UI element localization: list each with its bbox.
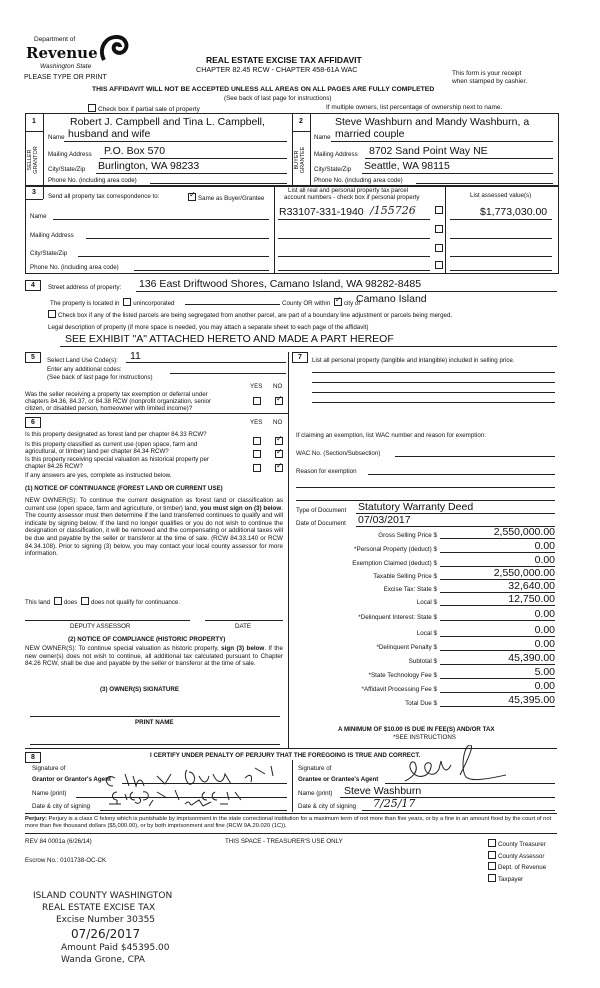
technology-fee-value[interactable]: 5.00 — [440, 667, 555, 679]
land-use-instructions: (See back of last page for instructions) — [47, 374, 153, 381]
section-5-number: 5 — [25, 352, 41, 363]
owner-signature-title: (3) OWNER(S) SIGNATURE — [100, 686, 179, 693]
taxable-selling-price-label: Taxable Selling Price $ — [373, 573, 437, 580]
exemption-question-3: citizen, or disabled person, homeowner with limited income)? — [25, 405, 193, 412]
seller-city-field[interactable]: Burlington, WA 98233 — [98, 160, 200, 172]
grantor-agent-label: Grantor or Grantor's Agent — [32, 776, 111, 783]
delinquent-interest-local-value[interactable]: 0.00 — [440, 625, 555, 637]
total-due-label: Total Due $ — [405, 700, 437, 707]
correspondence-phone-label: Phone No. (including area code) — [30, 264, 119, 271]
section-6-number: 6 — [25, 417, 41, 428]
copy-county-assessor-checkbox[interactable]: County Assessor — [486, 851, 546, 863]
assessed-header: List assessed value(s) — [470, 192, 532, 199]
partial-sale-checkbox[interactable] — [86, 104, 200, 113]
personal-property-deduct-value[interactable]: 0.00 — [440, 541, 555, 553]
correspondence-city-label: City/State/Zip — [30, 250, 68, 257]
section5-no-header: NO — [273, 383, 283, 390]
exemption-claimed-label: Exemption Claimed (deduct) $ — [352, 560, 437, 567]
logo-revenue: Revenue — [26, 44, 98, 62]
buyer-name-line2[interactable]: married couple — [335, 128, 405, 140]
historic-no-checkbox[interactable] — [273, 458, 285, 476]
excise-tax-state-label: Excise Tax: State $ — [383, 586, 437, 593]
please-type-note: PLEASE TYPE OR PRINT — [24, 74, 107, 81]
correspondence-name-label: Name — [30, 213, 47, 220]
gross-selling-price-label: Gross Selling Price $ — [378, 532, 437, 539]
form-title: REAL ESTATE EXCISE TAX AFFIDAVIT — [206, 55, 362, 65]
delinquent-interest-local-label: Local $ — [416, 630, 437, 637]
does-qualify-checkbox[interactable] — [54, 597, 62, 605]
perjury-warning: Perjury: Perjury is a class C felony which is punishable by imprisonment in the state correctional institution for a maximum term of not more than five years, or by a fine in an amount fixed by the court of not more than five thousand dollars ($5,000.00), or by both imprisonment and fine (RCW 9A.20.020 (1C)). — [25, 816, 552, 829]
buyer-name-label: Name — [314, 134, 331, 141]
parcel-number[interactable]: R33107-331-1940 — [279, 206, 364, 218]
seller-phone-field[interactable] — [150, 183, 287, 184]
delinquent-interest-state-label: *Delinquent Interest: State $ — [358, 614, 437, 621]
section6-yes-header: YES — [250, 419, 263, 426]
stamp-excise-number: Excise Number 30355 — [56, 915, 156, 925]
parcel-header-2: account numbers - check box if personal property — [284, 194, 420, 201]
treasurer-use-label: THIS SPACE - TREASURER'S USE ONLY — [225, 838, 343, 845]
buyer-phone-field[interactable] — [416, 183, 553, 184]
personal-property-checkbox-4[interactable] — [433, 261, 445, 270]
grantor-signature-of-label: Signature of — [32, 765, 66, 772]
personal-property-line-4[interactable] — [312, 402, 555, 403]
exemption-reason-label: Reason for exemption — [296, 468, 357, 475]
assessor-date-label: DATE — [235, 623, 252, 630]
correspondence-mailing-field[interactable] — [86, 238, 269, 239]
copy-county-treasurer-checkbox[interactable]: County Treasurer — [486, 839, 546, 851]
document-date-label: Date of Document — [296, 520, 346, 527]
document-type-label: Type of Document — [296, 507, 347, 514]
grantor-handwritten-signature — [95, 762, 285, 812]
instructions-note: (See back of last page for instructions) — [224, 95, 332, 102]
receipt-note-1: This form is your receipt — [452, 70, 522, 77]
section-2-number: 2 — [299, 118, 303, 125]
document-date[interactable]: 07/03/2017 — [358, 514, 411, 526]
excise-tax-local-label: Local $ — [416, 599, 437, 606]
historic-question-2: chapter 84.26 RCW? — [25, 463, 83, 470]
logo-washington-state: Washington State — [40, 63, 92, 70]
logo-dept-of: Department of — [34, 36, 76, 43]
seller-phone-label: Phone No. (including area code) — [48, 177, 137, 184]
owner-print-name-line[interactable] — [30, 744, 280, 745]
exemption-question-1: Was the seller receiving a property tax exemption or deferral under — [25, 391, 208, 398]
delinquent-interest-state-value[interactable]: 0.00 — [440, 609, 555, 621]
wac-number-label: WAC No. (Section/Subsection) — [296, 450, 381, 457]
property-city[interactable]: Camano Island — [356, 293, 427, 305]
revenue-swirl-icon — [98, 34, 130, 64]
buyer-grantee-label: BUYER GRANTEE — [294, 146, 306, 174]
stamp-signer: Wanda Grone, CPA — [61, 955, 145, 965]
seller-city-label: City/State/Zip — [48, 166, 86, 173]
parcel-handwritten: /155726 — [370, 204, 416, 217]
send-correspondence-label: Send all property tax correspondence to: — [48, 193, 160, 200]
print-name-label: PRINT NAME — [135, 719, 174, 726]
same-as-buyer-checkbox[interactable]: ✓ Same as Buyer/Grantee — [186, 193, 264, 202]
property-street-address[interactable]: 136 East Driftwood Shores, Camano Island, WA 98282-8485 — [139, 278, 422, 290]
historic-question-1: Is this property receiving special valuation as historical property per — [25, 456, 209, 463]
current-use-question-2: agricultural, or timber) land per chapter 84.34 RCW? — [25, 448, 169, 455]
see-instructions-note: *SEE INSTRUCTIONS — [393, 734, 456, 741]
grantee-signature-of-label: Signature of — [298, 765, 332, 772]
deputy-assessor-signature-line[interactable] — [25, 620, 190, 621]
section-7-number: 7 — [292, 352, 308, 363]
technology-fee-label: *State Technology Fee $ — [368, 672, 437, 679]
partial-sale-label: Check box if partial sale of property — [98, 106, 200, 113]
continuance-qualify-line: This land does does not qualify for continuance. — [25, 599, 181, 606]
grantee-handwritten-signature — [400, 745, 520, 787]
buyer-name-line1[interactable]: Steve Washburn and Mandy Washburn, a — [335, 116, 530, 128]
notice-continuance-title: (1) NOTICE OF CONTINUANCE (FOREST LAND OR CURRENT USE) — [25, 485, 223, 492]
section6-no-header: NO — [273, 419, 283, 426]
grantee-date-city-label: Date & city of signing — [298, 803, 357, 810]
personal-property-line-3[interactable] — [312, 392, 555, 393]
unincorporated-checkbox[interactable] — [123, 298, 131, 306]
personal-property-checkbox-2[interactable] — [433, 225, 445, 234]
segregated-checkbox[interactable]: Check box if any of the listed parcels are being segregated from another parcel, are part of a boundary line adjustment or parcels being merged. — [46, 310, 452, 319]
subtotal-label: Subtotal $ — [408, 658, 437, 665]
buyer-mailing-field[interactable]: 8702 Sand Point Way NE — [369, 145, 488, 157]
street-address-label: Street address of property: — [48, 284, 122, 291]
assessed-value[interactable]: $1,773,030.00 — [480, 206, 548, 218]
does-not-qualify-checkbox[interactable] — [81, 597, 89, 605]
seller-name-line1[interactable]: Robert J. Campbell and Tina L. Campbell, — [70, 116, 265, 128]
additional-codes-field[interactable] — [170, 373, 286, 374]
section-3-number: 3 — [32, 189, 36, 196]
legal-description[interactable]: SEE EXHIBIT "A" ATTACHED HERETO AND MADE A PART HEREOF — [65, 333, 394, 345]
delinquent-penalty-value[interactable]: 0.00 — [440, 639, 555, 651]
additional-codes-label: Enter any additional codes: — [47, 366, 122, 373]
copy-dept-revenue-checkbox[interactable]: Dept. of Revenue — [486, 862, 546, 874]
taxable-selling-price-value[interactable]: 2,550,000.00 — [440, 568, 555, 580]
seller-name-label: Name — [48, 134, 65, 141]
personal-property-line-2[interactable] — [312, 382, 555, 383]
form-revision: REV 84 0001a (6/26/14) — [25, 838, 92, 845]
seller-grantor-label: SELLER GRANTOR — [27, 146, 39, 174]
assessor-date-line[interactable] — [205, 620, 283, 621]
processing-fee-label: *Affidavit Processing Fee $ — [361, 686, 437, 693]
personal-property-label: List all personal property (tangible and intangible) included in selling price. — [312, 357, 515, 364]
section-8-number: 8 — [25, 752, 41, 763]
personal-property-checkbox-3[interactable] — [433, 244, 445, 253]
owner-signature-line[interactable] — [30, 716, 280, 717]
exemption-claiming-label: If claiming an exemption, list WAC number and reason for exemption: — [296, 432, 486, 439]
seller-mailing-label: Mailing Address — [48, 151, 92, 158]
buyer-phone-label: Phone No. (including area code) — [314, 177, 403, 184]
current-use-question-1: Is this property classified as current use (open space, farm and — [25, 441, 198, 448]
distribution-copies — [486, 839, 546, 885]
county-field[interactable] — [185, 304, 280, 305]
grantee-agent-label: Grantee or Grantee's Agent — [298, 776, 379, 783]
grantee-name-print-label: Name (print) — [298, 790, 333, 797]
stamp-amount-paid: Amount Paid $45395.00 — [61, 943, 170, 953]
wac-number-field[interactable] — [395, 456, 555, 457]
buyer-mailing-label: Mailing Address — [314, 151, 358, 158]
copy-taxpayer-checkbox[interactable]: Taxpayer — [486, 874, 546, 886]
notice-continuance-text: NEW OWNER(S): To continue the current designation as forest land or classification as current use (open space, farm and agriculture, or timber) land, you must sign on (3) below. The county assessor must then determine if the land transferred continues to qualify and will indicate by signing below. If the land no longer qualifies or you do not wish to continue the designation or classification, it will be removed and the compensating or additional taxes will be due and payable by the seller or transferor at the time of sale. (RCW 84.33.140 or RCW 84.34.108). Prior to signing (3) below, you may contact your local county assessor for more information. — [25, 497, 284, 558]
completion-warning: THIS AFFIDAVIT WILL NOT BE ACCEPTED UNLESS ALL AREAS ON ALL PAGES ARE FULLY COMPLETED — [92, 86, 435, 93]
correspondence-phone-field[interactable] — [134, 270, 269, 271]
buyer-city-field[interactable]: Seattle, WA 98115 — [364, 160, 450, 172]
county-or-within-label: County OR within ✓ city of — [282, 298, 360, 307]
grantee-printed-name[interactable]: Steve Washburn — [344, 785, 422, 797]
section5-yes-checkbox[interactable] — [251, 391, 263, 409]
stamp-county: ISLAND COUNTY WASHINGTON — [33, 891, 173, 901]
forest-land-question: Is this property designated as forest land per chapter 84.33 RCW? — [25, 431, 207, 438]
grantor-name-print-label: Name (print) — [32, 790, 67, 797]
parcel-header-1: List all real and personal property tax parcel — [288, 187, 409, 194]
if-any-yes-note: If any answers are yes, complete as instructed below. — [25, 472, 172, 479]
stamp-date: 07/26/2017 — [71, 927, 141, 941]
delinquent-penalty-label: *Delinquent Penalty $ — [376, 644, 437, 651]
subtotal-value[interactable]: 45,390.00 — [440, 653, 555, 665]
located-in-label: The property is located in unincorporated — [50, 300, 175, 307]
personal-property-deduct-label: *Personal Property (deduct) $ — [354, 546, 437, 553]
seller-mailing-field[interactable]: P.O. Box 570 — [104, 145, 166, 157]
perjury-certification: I CERTIFY UNDER PENALTY OF PERJURY THAT THE FOREGOING IS TRUE AND CORRECT. — [150, 752, 421, 759]
historic-yes-checkbox[interactable] — [251, 458, 263, 476]
land-use-label: Select Land Use Code(s): — [47, 357, 118, 364]
land-use-code[interactable]: 11 — [130, 350, 141, 362]
seller-name-line2[interactable]: husband and wife — [68, 128, 151, 140]
document-type[interactable]: Statutory Warranty Deed — [358, 501, 474, 513]
escrow-number: Escrow No.: 0101738-OC-CK — [25, 857, 107, 864]
excise-tax-state-value[interactable]: 32,640.00 — [440, 581, 555, 593]
notice-compliance-title: (2) NOTICE OF COMPLIANCE (HISTORIC PROPERTY) — [68, 636, 226, 643]
buyer-city-label: City/State/Zip — [314, 166, 352, 173]
multiple-owners-note: If multiple owners, list percentage of ownership next to name. — [326, 104, 503, 111]
total-due-value[interactable]: 45,395.00 — [440, 695, 555, 707]
deputy-assessor-label: DEPUTY ASSESSOR — [70, 623, 131, 630]
section-4-number: 4 — [25, 280, 41, 291]
section5-no-checkbox[interactable] — [273, 391, 285, 409]
exemption-question-2: chapters 84.36, 84.37, or 84.38 RCW (nonprofit organization, senior — [25, 398, 212, 405]
exemption-claimed-value[interactable]: 0.00 — [440, 555, 555, 567]
section-1-number: 1 — [32, 118, 36, 125]
correspondence-mailing-label: Mailing Address — [30, 232, 74, 239]
notice-compliance-text: NEW OWNER(S): To continue special valuation as historic property, sign (3) below. If the new owner(s) does not wish to continue, all additional tax calculated pursuant to Chapter 84.26 RCW, shall be due and payable by the seller or transferor at the time of sale. — [25, 645, 284, 668]
legal-description-label: Legal description of property (if more space is needed, you may attach a separate sheet to each page of the affidavit) — [48, 324, 369, 331]
correspondence-city-field[interactable] — [78, 256, 269, 257]
city-checkbox[interactable] — [334, 298, 342, 306]
gross-selling-price-value[interactable]: 2,550,000.00 — [440, 527, 555, 539]
stamp-tax-name: REAL ESTATE EXCISE TAX — [42, 903, 156, 913]
correspondence-name-field[interactable] — [53, 219, 269, 220]
receipt-note-2: when stamped by cashier. — [452, 78, 528, 85]
personal-property-checkbox-1[interactable] — [433, 206, 445, 215]
exemption-reason-field[interactable] — [368, 474, 555, 475]
section5-yes-header: YES — [250, 383, 263, 390]
form-chapter: CHAPTER 82.45 RCW - CHAPTER 458-61A WAC — [196, 65, 358, 74]
grantor-date-city-label: Date & city of signing — [32, 803, 91, 810]
minimum-due-note: A MINIMUM OF $10.00 IS DUE IN FEE(S) AND/OR TAX — [338, 726, 495, 733]
personal-property-line-1[interactable] — [312, 372, 555, 373]
processing-fee-value[interactable]: 0.00 — [440, 681, 555, 693]
excise-tax-local-value[interactable]: 12,750.00 — [440, 594, 555, 606]
grantee-signing-date[interactable]: 7/25/17 — [373, 797, 416, 810]
